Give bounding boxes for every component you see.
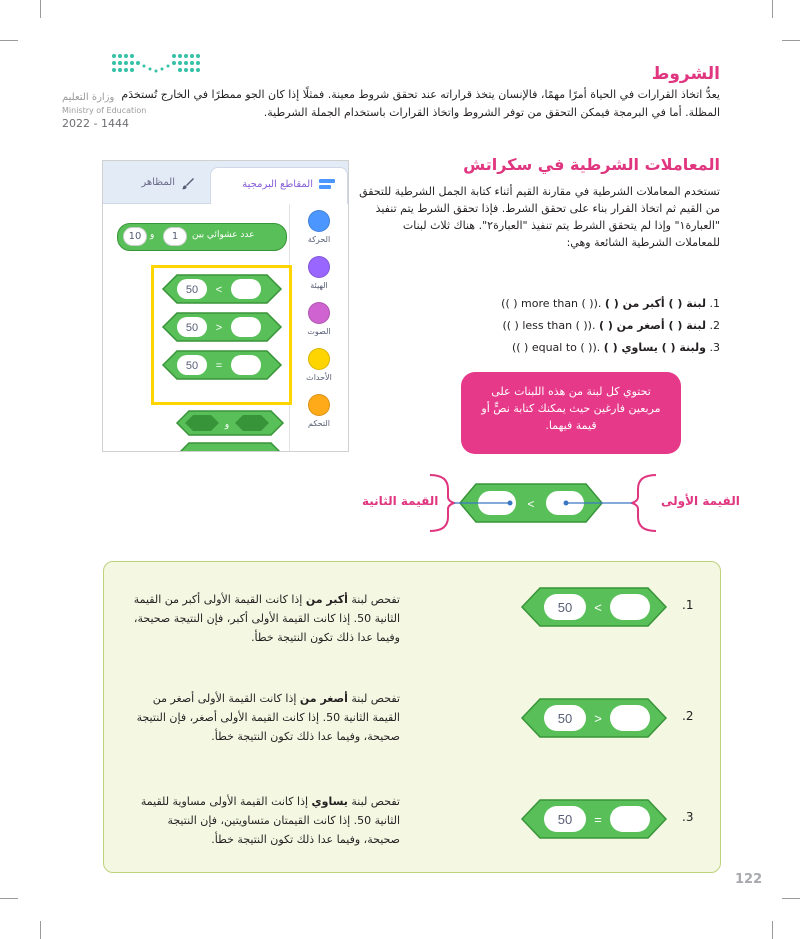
operators-paragraph: تستخدم المعاملات الشرطية في مقارنة القيم أثناء كتابة الجمل الشرطية للتحقق من القيم ثم اتخاذ القرار بناء على تحقق الشرط. فإذا تحقق الشرط يتم تنفيذ "العبارة١" وإذا لم يتحقق الشرط يتم تنفيذ "العبارة٢". هناك ثلاث لبنات للمعاملات الشرطية الشائعة وهي: (359, 185, 720, 249)
example-2-text (132, 689, 400, 746)
block-operator: < (594, 600, 602, 615)
list-num: 1. (709, 297, 720, 310)
example-keyword: يساوي (311, 795, 348, 808)
crop-mark (772, 921, 773, 939)
sound-dot-icon (308, 302, 330, 324)
crop-mark (782, 40, 800, 41)
note-callout (461, 372, 681, 454)
block-operator: = (594, 812, 602, 827)
ministry-name-ar: وزارة التعليم (62, 92, 115, 103)
example-3-text (132, 792, 400, 849)
category-sound[interactable] (300, 302, 338, 336)
less-than-block[interactable] (161, 273, 283, 305)
category-motion[interactable] (300, 210, 338, 244)
list-ar: ولبنة ( ) يساوي ( ) (603, 341, 706, 354)
random-to-slot[interactable]: 10 (123, 227, 147, 246)
list-item (358, 293, 720, 315)
and-block[interactable] (175, 409, 285, 437)
motion-dot-icon (308, 210, 330, 232)
block-operator: = (215, 360, 223, 372)
category-label: الهيئة (310, 281, 328, 290)
operators-list (358, 293, 720, 359)
random-from-slot[interactable]: 1 (163, 227, 187, 246)
category-events[interactable] (300, 348, 338, 382)
list-en: (( ) equal to ( )). (511, 341, 601, 354)
diagram-operator: < (527, 497, 535, 511)
random-and-label: و (150, 230, 155, 240)
list-ar: لبنة ( ) أصغر من ( ) (598, 319, 706, 332)
list-num: 2. (709, 319, 720, 332)
category-control[interactable] (300, 394, 338, 428)
or-block-partial[interactable] (175, 441, 285, 452)
section-title: الشروط (651, 64, 720, 84)
block-value: 50 (557, 812, 573, 827)
example-1-number: .1 (682, 598, 694, 612)
list-item (358, 337, 720, 359)
crop-mark (40, 921, 41, 939)
block-value: 50 (185, 360, 199, 372)
crop-mark (0, 40, 18, 41)
control-dot-icon (308, 394, 330, 416)
pick-random-block[interactable] (117, 223, 287, 251)
example-2-number: .2 (682, 709, 694, 723)
category-label: التحكم (308, 419, 330, 428)
block-value: 50 (557, 600, 573, 615)
intro-paragraph: يعدُّ اتخاذ القرارات في الحياة أمرًا مهمًا، فالإنسان يتخذ قراراته عند تحقق شروط معينة. فمثلًا إذا كان الجو ممطرًا في الخارج تُستخدَم المظلة. أما في البرمجة فيمكن التحقق من توفر الشروط واتخاذ القرارات باستخدام الجملة الشرطية. (121, 88, 720, 119)
category-label: الحركة (307, 235, 331, 244)
category-column (289, 204, 348, 451)
tab-costumes[interactable] (113, 167, 203, 197)
category-looks[interactable] (300, 256, 338, 290)
list-en: (( ) less than ( )). (502, 319, 596, 332)
example-text-part: إذا كانت القيمة الأولى أصغر من القيمة الثانية 50. إذا كانت القيمة الأولى أصغر، فإن النتيجة صحيحة، وفيما عدا ذلك تكون النتيجة خطأ. (136, 692, 400, 743)
block-value: 50 (557, 711, 573, 726)
equals-block[interactable] (161, 349, 283, 381)
crop-mark (772, 0, 773, 18)
block-operator: > (594, 711, 602, 726)
code-blocks-icon (319, 179, 335, 191)
list-num: 3. (709, 341, 720, 354)
greater-than-block[interactable] (161, 311, 283, 343)
example-1-block[interactable] (520, 585, 670, 629)
note-text: تحتوي كل لبنة من هذه اللبنات على مربعين فارغين حيث يمكنك كتابة نصٍّ أو قيمة فيهما. (481, 385, 661, 432)
edition-year: 2022 - 1444 (62, 117, 129, 130)
example-keyword: أكبر من (305, 593, 348, 606)
example-2-block[interactable] (520, 696, 670, 740)
crop-mark (782, 898, 800, 899)
block-value: 50 (185, 322, 199, 334)
random-block-label: عدد عشوائي بين (192, 230, 255, 240)
crop-mark (40, 0, 41, 18)
page-number: 122 (735, 872, 763, 887)
and-label: و (224, 420, 230, 430)
example-text-part: تفحص لبنة (347, 692, 400, 705)
ministry-name-en: Ministry of Education (62, 106, 147, 115)
second-value-label: القيمة الثانية (362, 494, 439, 508)
block-operator: < (215, 284, 223, 296)
example-text-part: إذا كانت القيمة الأولى مساوية للقيمة الثانية 50. إذا كانت القيمتان متساويتين، فإن النتيجة صحيحة، وفيما عدا ذلك تكون النتيجة خطأ. (140, 795, 400, 846)
tab-bar (103, 161, 348, 204)
category-label: الأحداث (306, 373, 332, 382)
ministry-logo-icon (110, 52, 202, 76)
list-item (358, 315, 720, 337)
looks-dot-icon (308, 256, 330, 278)
block-value: 50 (185, 284, 199, 296)
brush-icon (181, 177, 195, 191)
category-label: الصوت (307, 327, 331, 336)
events-dot-icon (308, 348, 330, 370)
list-en: (( ) more than ( )). (501, 297, 602, 310)
operators-title: المعاملات الشرطية في سكراتش (463, 155, 720, 174)
example-3-number: .3 (682, 810, 694, 824)
operand-diagram (360, 467, 725, 557)
tab-code-label: المقاطع البرمجية (242, 179, 313, 190)
example-keyword: أصغر من (299, 692, 348, 705)
list-ar: لبنة ( ) أكبر من ( ) (604, 297, 706, 310)
tab-code[interactable] (210, 167, 348, 204)
scratch-blocks-panel (102, 160, 349, 452)
example-1-text (132, 590, 400, 647)
first-value-label: القيمة الأولى (661, 494, 740, 508)
example-text-part: تفحص لبنة (347, 593, 400, 606)
tab-costumes-label: المظاهر (141, 177, 175, 188)
example-text-part: تفحص لبنة (347, 795, 400, 808)
crop-mark (0, 898, 18, 899)
example-3-block[interactable] (520, 797, 670, 841)
block-operator: > (215, 322, 223, 334)
example-text-part: إذا كانت القيمة الأولى أكبر من القيمة الثانية 50. إذا كانت القيمة الأولى أكبر، فإن النتيجة صحيحة، وفيما عدا ذلك تكون النتيجة خطأ. (133, 593, 400, 644)
